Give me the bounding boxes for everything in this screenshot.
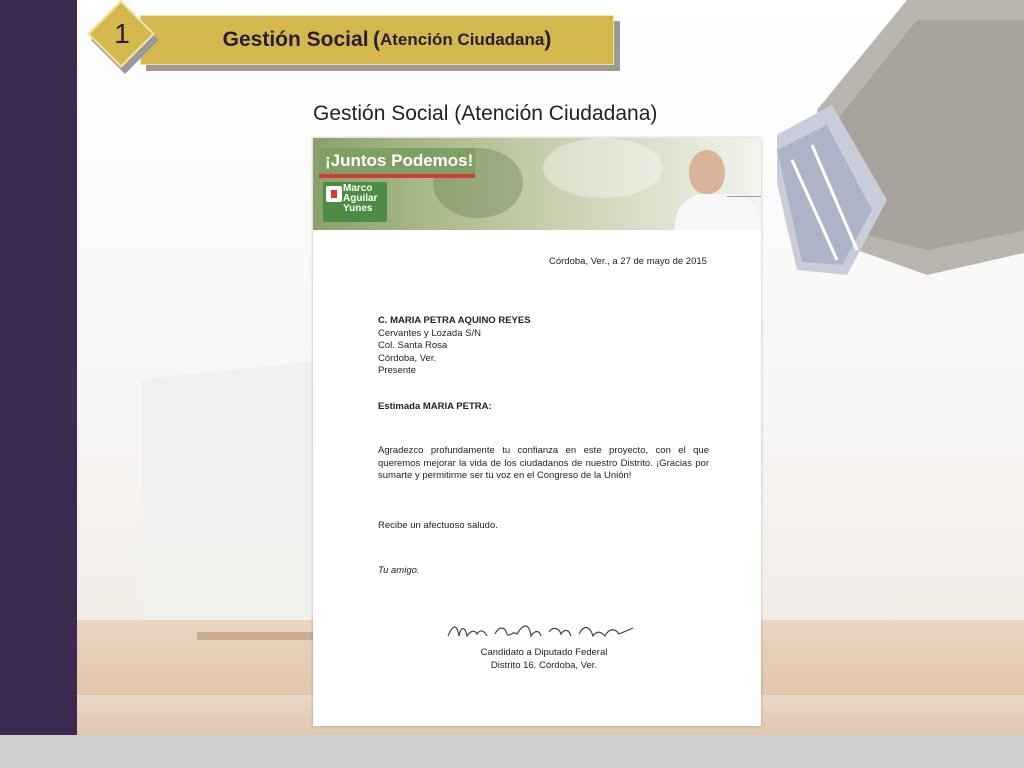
section-banner — [140, 15, 614, 65]
letter-body: Agradezco profundamente tu confianza en este proyecto, con el que queremos mejorar la vida de los ciudadanos de nuestro Distrito. ¡Gracias por sumarte y permitirme ser tu voz en el Congreso de la Unión! — [378, 445, 709, 481]
recipient-city: Córdoba, Ver. — [378, 352, 437, 364]
suit-sleeve-image — [777, 0, 1024, 280]
banner-title-main: Gestión Social — [222, 28, 369, 51]
recipient-name: C. MARIA PETRA AQUINO REYES — [378, 315, 531, 326]
photo-head — [689, 150, 725, 194]
handwritten-signature — [443, 616, 643, 646]
letterhead — [313, 138, 761, 230]
banner-title-sub: Atención Ciudadana — [379, 30, 545, 49]
letter-closing: Recibe un afectuoso saludo. — [378, 520, 498, 531]
banner-paren-open: ( — [372, 28, 380, 51]
section-number: 1 — [114, 18, 130, 49]
letter-date: Córdoba, Ver., a 27 de mayo de 2015 — [549, 256, 707, 267]
party-logo-icon — [326, 186, 342, 202]
candidate-photo — [675, 144, 761, 230]
letter-greeting: Estimada MARIA PETRA: — [378, 401, 492, 412]
letter-document — [313, 138, 761, 726]
candidate-logo-name: Marco Aguilar Yunes — [343, 183, 378, 214]
slide-title: Gestión Social (Atención Ciudadana) — [313, 102, 658, 125]
signature-title — [479, 647, 609, 672]
section-number-badge — [95, 6, 159, 70]
letterhead-light — [543, 138, 663, 198]
signature-title-line1: Candidato a Diputado Federal — [480, 647, 608, 658]
photo-shirt — [675, 194, 761, 230]
left-accent-bar — [0, 0, 77, 735]
photo-signature — [727, 184, 761, 197]
recipient-street: Cervantes y Lozada S/N — [378, 327, 481, 339]
recipient-colonia: Col. Santa Rosa — [378, 340, 448, 351]
bottom-bar — [0, 735, 1024, 768]
banner-title — [141, 16, 613, 64]
recipient-address — [378, 315, 618, 378]
party-logo — [323, 182, 387, 222]
recipient-presente: Presente — [378, 365, 417, 376]
signature-title-line2: Distrito 16. Córdoba, Ver. — [490, 659, 598, 671]
banner-paren-close: ) — [544, 28, 552, 51]
campaign-slogan: ¡Juntos Podemos! — [319, 148, 475, 178]
letter-friend: Tu amigo. — [378, 565, 420, 576]
